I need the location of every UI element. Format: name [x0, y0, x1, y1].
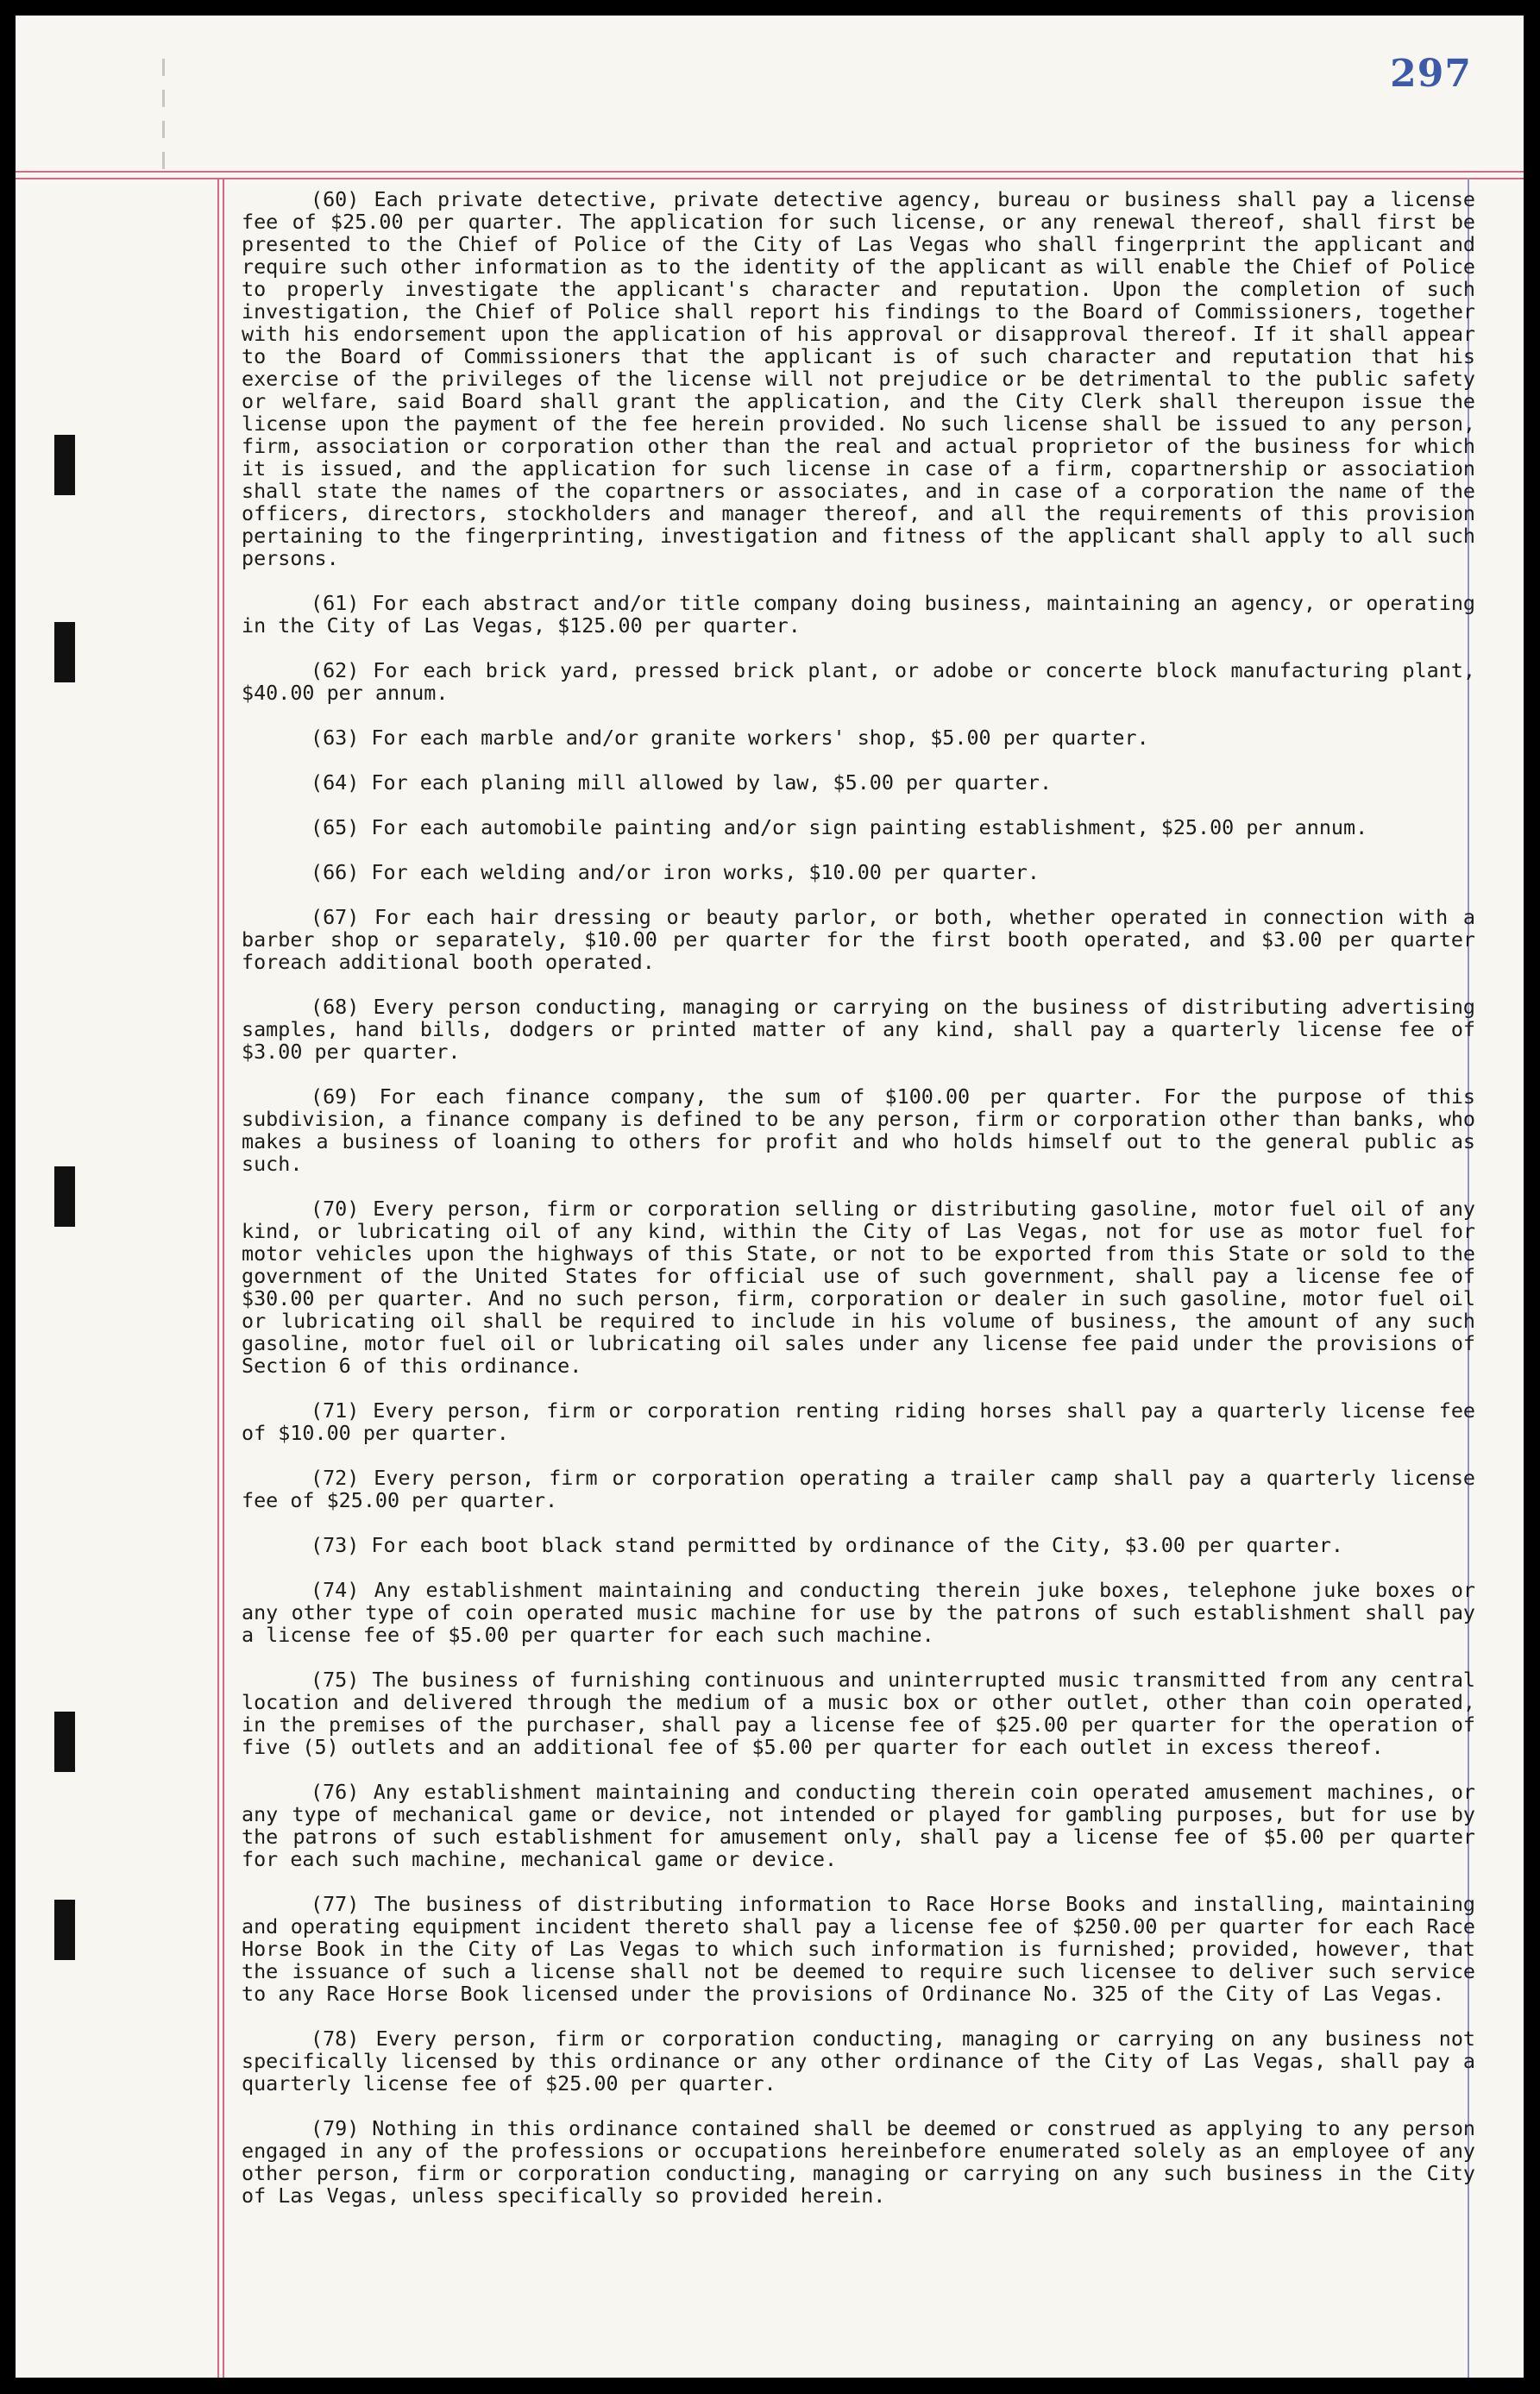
paragraph-71: (71) Every person, firm or corporation renting riding horses shall pay a quarterly license fee of $10.00 per quarter.	[242, 1398, 1475, 1445]
paragraph-68: (68) Every person conducting, managing or carrying on the business of distributing advertising samples, hand bills, dodgers or printed matter of any kind, shall pay a quarterly license fee of $3.00 per quarter.	[242, 995, 1475, 1064]
binder-punch-mark	[54, 622, 75, 682]
document-page	[16, 16, 1524, 2378]
paragraph-79: (79) Nothing in this ordinance contained shall be deemed or construed as applying to any person engaged in any of the professions or occupations hereinbefore enumerated solely as an employee of any other person, firm or corporation conducting, managing or carrying on any such business in the City of Las Vegas, unless specifically so provided herein.	[242, 2116, 1475, 2208]
paragraph-74: (74) Any establishment maintaining and conducting therein juke boxes, telephone juke boxes or any other type of coin operated music machine for use by the patrons of such establishment shall pay a license fee of $5.00 per quarter for each such machine.	[242, 1578, 1475, 1647]
ordinance-text	[242, 188, 1475, 2229]
paragraph-65: (65) For each automobile painting and/or sign painting establishment, $25.00 per annum.	[311, 815, 1368, 839]
paragraph-67: (67) For each hair dressing or beauty parlor, or both, whether operated in connection with a barber shop or separately, $10.00 per quarter for the first booth operated, and $3.00 per quarter foreach additional booth operated.	[242, 905, 1475, 974]
paragraph-60: (60) Each private detective, private detective agency, bureau or business shall pay a license fee of $25.00 per quarter. The application for such license, or any renewal thereof, shall first be presented to the Chief of Police of the City of Las Vegas who shall fingerprint the applicant and require such other information as to the identity of the applicant as will enable the Chief of Police to properly investigate the applicant's character and reputation. Upon the completion of such investigation, the Chief of Police shall report his findings to the Board of Commissioners, together with his endorsement upon the application of his approval or disapproval thereof. If it shall appear to the Board of Commissioners that the applicant is of such character and reputation that his exercise of the privileges of the license will not prejudice or be detrimental to the public safety or welfare, said Board shall grant the application, and the City Clerk shall thereupon issue the license upon the payment of the fee herein provided. No such license shall be issued to any person, firm, association or corporation other than the real and actual proprietor of the business for which it is issued, and the application for such license in case of a firm, copartnership or association shall state the names of the copartners or associates, and in case of a corporation the name of the officers, directors, stockholders and manager thereof, and all the requirements of this provision pertaining to the fingerprinting, investigation and fitness of the applicant shall apply to all such persons.	[242, 187, 1475, 570]
left-margin-rule	[217, 178, 219, 2378]
binder-punch-mark	[54, 1900, 75, 1960]
paragraph-72: (72) Every person, firm or corporation operating a trailer camp shall pay a quarterly license fee of $25.00 per quarter.	[242, 1466, 1475, 1512]
paragraph-78: (78) Every person, firm or corporation conducting, managing or carrying on any business not specifically licensed by this ordinance or any other ordinance of the City of Las Vegas, shall pay a quarterly license fee of $25.00 per quarter.	[242, 2026, 1475, 2096]
header-rule	[16, 171, 1524, 173]
paragraph-76: (76) Any establishment maintaining and conducting therein coin operated amusement machines, or any type of mechanical game or device, not intended or played for gambling purposes, but for use by the patrons of such establishment for amusement only, shall pay a license fee of $5.00 per quarter for each such machine, mechanical game or device.	[242, 1780, 1475, 1871]
left-margin-rule	[223, 178, 224, 2378]
paragraph-73: (73) For each boot black stand permitted by ordinance of the City, $3.00 per quarter.	[311, 1533, 1343, 1557]
paragraph-75: (75) The business of furnishing continuous and uninterrupted music transmitted from any central location and delivered through the medium of a music box or other outlet, other than coin operated, in the premises of the purchaser, shall pay a license fee of $25.00 per quarter for the operation of five (5) outlets and an additional fee of $5.00 per quarter for each outlet in excess thereof.	[242, 1668, 1475, 1759]
paragraph-64: (64) For each planing mill allowed by law, $5.00 per quarter.	[311, 770, 1053, 795]
paragraph-77: (77) The business of distributing information to Race Horse Books and installing, maintaining and operating equipment incident thereto shall pay a license fee of $250.00 per quarter for each Race Horse Book in the City of Las Vegas to which such information is furnished; provided, however, that the issuance of such a license shall not be deemed to require such licensee to deliver such service to any Race Horse Book licensed under the provisions of Ordinance No. 325 of the City of Las Vegas.	[242, 1892, 1475, 2006]
binder-punch-mark	[54, 435, 75, 495]
paragraph-61: (61) For each abstract and/or title company doing business, maintaining an agency, or operating in the City of Las Vegas, $125.00 per quarter.	[242, 591, 1475, 638]
paragraph-70: (70) Every person, firm or corporation selling or distributing gasoline, motor fuel oil of any kind, or lubricating oil of any kind, within the City of Las Vegas, not for use as motor fuel for motor vehicles upon the highways of this State, or not to be exported from this State or sold to the government of the United States for official use of such government, shall pay a license fee of $30.00 per quarter. And no such person, firm, corporation or dealer in such gasoline, motor fuel oil or lubricating oil shall be required to include in his volume of business, the amount of any such gasoline, motor fuel oil or lubricating oil sales under any license fee paid under the provisions of Section 6 of this ordinance.	[242, 1197, 1475, 1378]
paragraph-63: (63) For each marble and/or granite workers' shop, $5.00 per quarter.	[311, 726, 1149, 750]
binder-punch-mark	[54, 1712, 75, 1772]
binder-punch-mark	[54, 1166, 75, 1227]
paragraph-62: (62) For each brick yard, pressed brick plant, or adobe or concerte block manufacturing plant, $40.00 per annum.	[242, 658, 1475, 705]
paragraph-69: (69) For each finance company, the sum of $100.00 per quarter. For the purpose of this subdivision, a finance company is defined to be any person, firm or corporation other than banks, who makes a business of loaning to others for profit and who holds himself out to the general public as such.	[242, 1084, 1475, 1176]
header-rule	[16, 178, 1524, 179]
paragraph-66: (66) For each welding and/or iron works, $10.00 per quarter.	[311, 860, 1040, 884]
page-number: 297	[1390, 52, 1472, 96]
binder-ticks	[162, 59, 165, 183]
